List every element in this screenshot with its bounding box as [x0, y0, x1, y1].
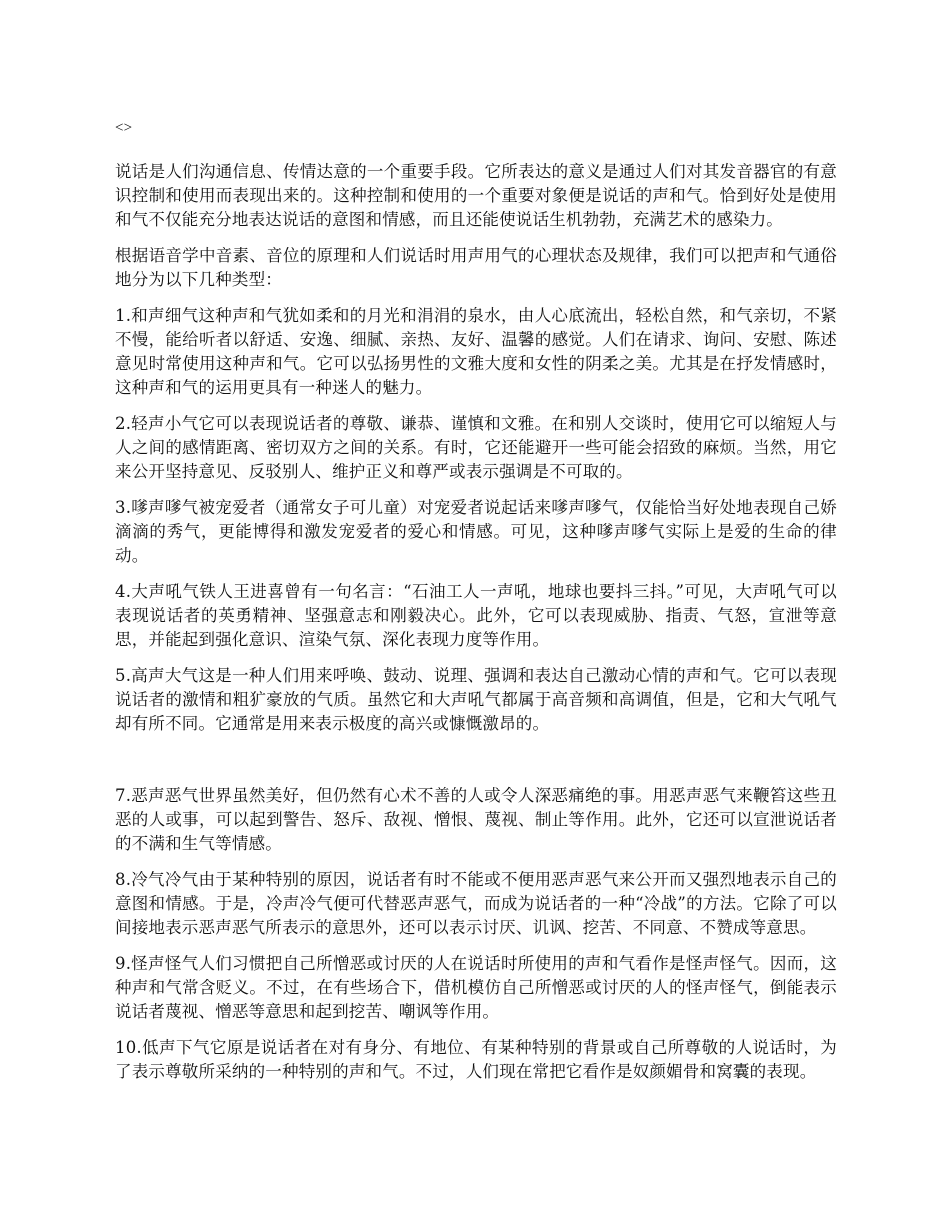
paragraph-classification: 根据语音学中音素、音位的原理和人们说话时用声用气的心理状态及规律，我们可以把声和气通俗地分为以下几种类型：	[115, 246, 837, 289]
paragraph-item-2: 2.轻声小气它可以表现说话者的尊敬、谦恭、谨慎和文雅。在和别人交谈时，使用它可以缩短人与人之间的感情距离、密切双方之间的关系。有时，它还能避开一些可能会招致的麻烦。当然，用它来公开坚持意见、反驳别人、维护正义和尊严或表示强调是不可取的。	[115, 414, 837, 481]
paragraph-item-7: 7.恶声恶气世界虽然美好，但仍然有心术不善的人或令人深恶痛绝的事。用恶声恶气来鞭笞这些丑恶的人或事，可以起到警告、怒斥、敌视、憎恨、蔑视、制止等作用。此外，它还可以宣泄说话者的不满和生气等情感。	[115, 786, 837, 853]
paragraph-item-5: 5.高声大气这是一种人们用来呼唤、鼓动、说理、强调和表达自己激动心情的声和气。它可以表现说话者的激情和粗犷豪放的气质。虽然它和大声吼气都属于高音频和高调值，但是，它和大气吼气却有所不同。它通常是用来表示极度的高兴或慷慨激昂的。	[115, 666, 837, 733]
paragraph-item-9: 9.怪声怪气人们习惯把自己所憎恶或讨厌的人在说话时所使用的声和气看作是怪声怪气。因而，这种声和气常含贬义。不过，在有些场合下，借机模仿自己所憎恶或讨厌的人的怪声怪气，倒能表示说话者蔑视、憎恶等意思和起到挖苦、嘲讽等作用。	[115, 954, 837, 1021]
paragraph-item-3: 3.嗲声嗲气被宠爱者（通常女子可儿童）对宠爱者说起话来嗲声嗲气，仅能恰当好处地表现自己娇滴滴的秀气，更能博得和激发宠爱者的爱心和情感。可见，这种嗲声嗲气实际上是爱的生命的律动。	[115, 498, 837, 565]
paragraph-item-10: 10.低声下气它原是说话者在对有身分、有地位、有某种特别的背景或自己所尊敬的人说话时，为了表示尊敬所采纳的一种特别的声和气。不过，人们现在常把它看作是奴颜媚骨和窝囊的表现。	[115, 1038, 837, 1081]
paragraph-intro: 说话是人们沟通信息、传情达意的一个重要手段。它所表达的意义是通过人们对其发音器官的有意识控制和使用而表现出来的。这种控制和使用的一个重要对象便是说话的声和气。恰到好处是使用和气不仅能充分地表达说话的意图和情感，而且还能使说话生机勃勃，充满艺术的感染力。	[115, 162, 837, 229]
blank-gap	[115, 748, 837, 784]
paragraph-item-1: 1.和声细气这种声和气犹如柔和的月光和涓涓的泉水，由人心底流出，轻松自然，和气亲切，不紧不慢，能给听者以舒适、安逸、细腻、亲热、友好、温馨的感觉。人们在请求、询问、安慰、陈述意见时常使用这种声和气。它可以弘扬男性的文雅大度和女性的阴柔之美。尤其是在抒发情感时，这种声和气的运用更具有一种迷人的魅力。	[115, 306, 837, 397]
paragraph-item-8: 8.冷气冷气由于某种特别的原因，说话者有时不能或不便用恶声恶气来公开而又强烈地表示自己的意图和情感。于是，冷声冷气便可代替恶声恶气，而成为说话者的一种“冷战”的方法。它除了可以间接地表示恶声恶气所表示的意思外，还可以表示讨厌、讥讽、挖苦、不同意、不赞成等意思。	[115, 870, 837, 937]
document-body	[115, 118, 837, 1096]
paragraph-item-4: 4.大声吼气铁人王进喜曾有一句名言：“石油工人一声吼，地球也要抖三抖。”可见，大声吼气可以表现说话者的英勇精神、坚强意志和刚毅决心。此外，它可以表现威胁、指责、气怒，宣泄等意思，并能起到强化意识、渲染气氛、深化表现力度等作用。	[115, 582, 837, 649]
document-marker: <>	[115, 120, 133, 136]
